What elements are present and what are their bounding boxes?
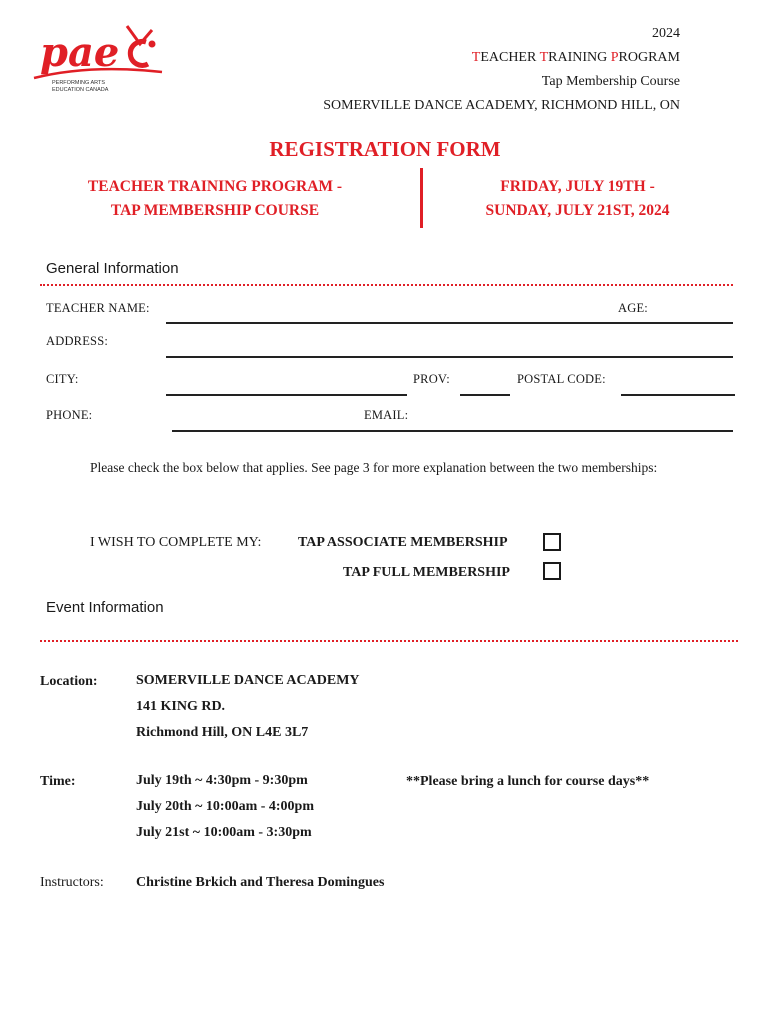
postal-code-label: POSTAL CODE: — [517, 372, 606, 386]
lunch-note: **Please bring a lunch for course days** — [406, 774, 650, 789]
location-line: 141 KING RD. — [136, 699, 226, 714]
subtitle-right — [445, 175, 710, 223]
event-info-divider — [40, 640, 738, 642]
option-associate-label: TAP ASSOCIATE MEMBERSHIP — [298, 535, 508, 550]
phone-label: PHONE: — [46, 408, 93, 422]
email-label: EMAIL: — [364, 408, 409, 422]
full-membership-checkbox[interactable] — [543, 562, 561, 580]
location-value — [136, 668, 360, 746]
time-label: Time: — [40, 774, 76, 789]
prov-label: PROV: — [413, 372, 450, 386]
event-info-heading: Event Information — [46, 599, 164, 616]
city-field[interactable] — [166, 394, 407, 396]
prov-field[interactable] — [460, 394, 510, 396]
general-info-heading: General Information — [46, 260, 179, 277]
form-title: REGISTRATION FORM — [269, 137, 501, 161]
subtitle-left — [40, 175, 390, 223]
subtitle-right-line2: SUNDAY, JULY 21ST, 2024 — [485, 202, 670, 219]
location-line: Richmond Hill, ON L4E 3L7 — [136, 725, 309, 740]
subtitle-right-line1: FRIDAY, JULY 19TH - — [500, 178, 655, 195]
time-line: July 20th ~ 10:00am - 4:00pm — [136, 799, 315, 814]
city-label: CITY: — [46, 372, 79, 386]
subtitle-left-line1: TEACHER TRAINING PROGRAM - — [87, 178, 343, 195]
associate-membership-checkbox[interactable] — [543, 533, 561, 551]
time-line: July 21st ~ 10:00am - 3:30pm — [136, 825, 312, 840]
age-label: AGE: — [618, 301, 648, 315]
header-venue: SOMERVILLE DANCE ACADEMY, RICHMOND HILL, ON — [323, 98, 680, 113]
location-line: SOMERVILLE DANCE ACADEMY — [136, 673, 360, 688]
postal-code-field[interactable] — [621, 394, 735, 396]
address-field[interactable] — [166, 356, 733, 358]
header-year: 2024 — [652, 26, 680, 41]
time-line: July 19th ~ 4:30pm - 9:30pm — [136, 773, 308, 788]
address-label: ADDRESS: — [46, 334, 109, 348]
paec-logo — [30, 20, 165, 95]
subtitle-left-line2: TAP MEMBERSHIP COURSE — [110, 202, 320, 219]
time-value — [136, 768, 314, 846]
option-full-label: TAP FULL MEMBERSHIP — [343, 565, 510, 580]
teacher-name-label: TEACHER NAME: — [46, 301, 150, 315]
subtitle-divider — [420, 168, 423, 228]
header-program-text: TEACHER TRAINING PROGRAM — [471, 50, 680, 65]
teacher-name-field[interactable] — [166, 322, 733, 324]
header-course: Tap Membership Course — [541, 74, 680, 89]
membership-note: Please check the box below that applies. See page 3 for more explanation between the two memberships: — [90, 460, 658, 475]
instructors-label: Instructors: — [40, 875, 104, 890]
wish-label: I WISH TO COMPLETE MY: — [90, 535, 262, 550]
general-info-divider — [40, 284, 733, 286]
svg-text:pae: pae — [40, 29, 120, 76]
instructors-value: Christine Brkich and Theresa Domingues — [136, 875, 385, 890]
location-label: Location: — [40, 674, 98, 689]
header-program — [472, 46, 680, 70]
logo-line2: EDUCATION CANADA — [52, 87, 109, 93]
logo-line1: PERFORMING ARTS — [52, 80, 106, 86]
phone-email-field[interactable] — [172, 430, 733, 432]
